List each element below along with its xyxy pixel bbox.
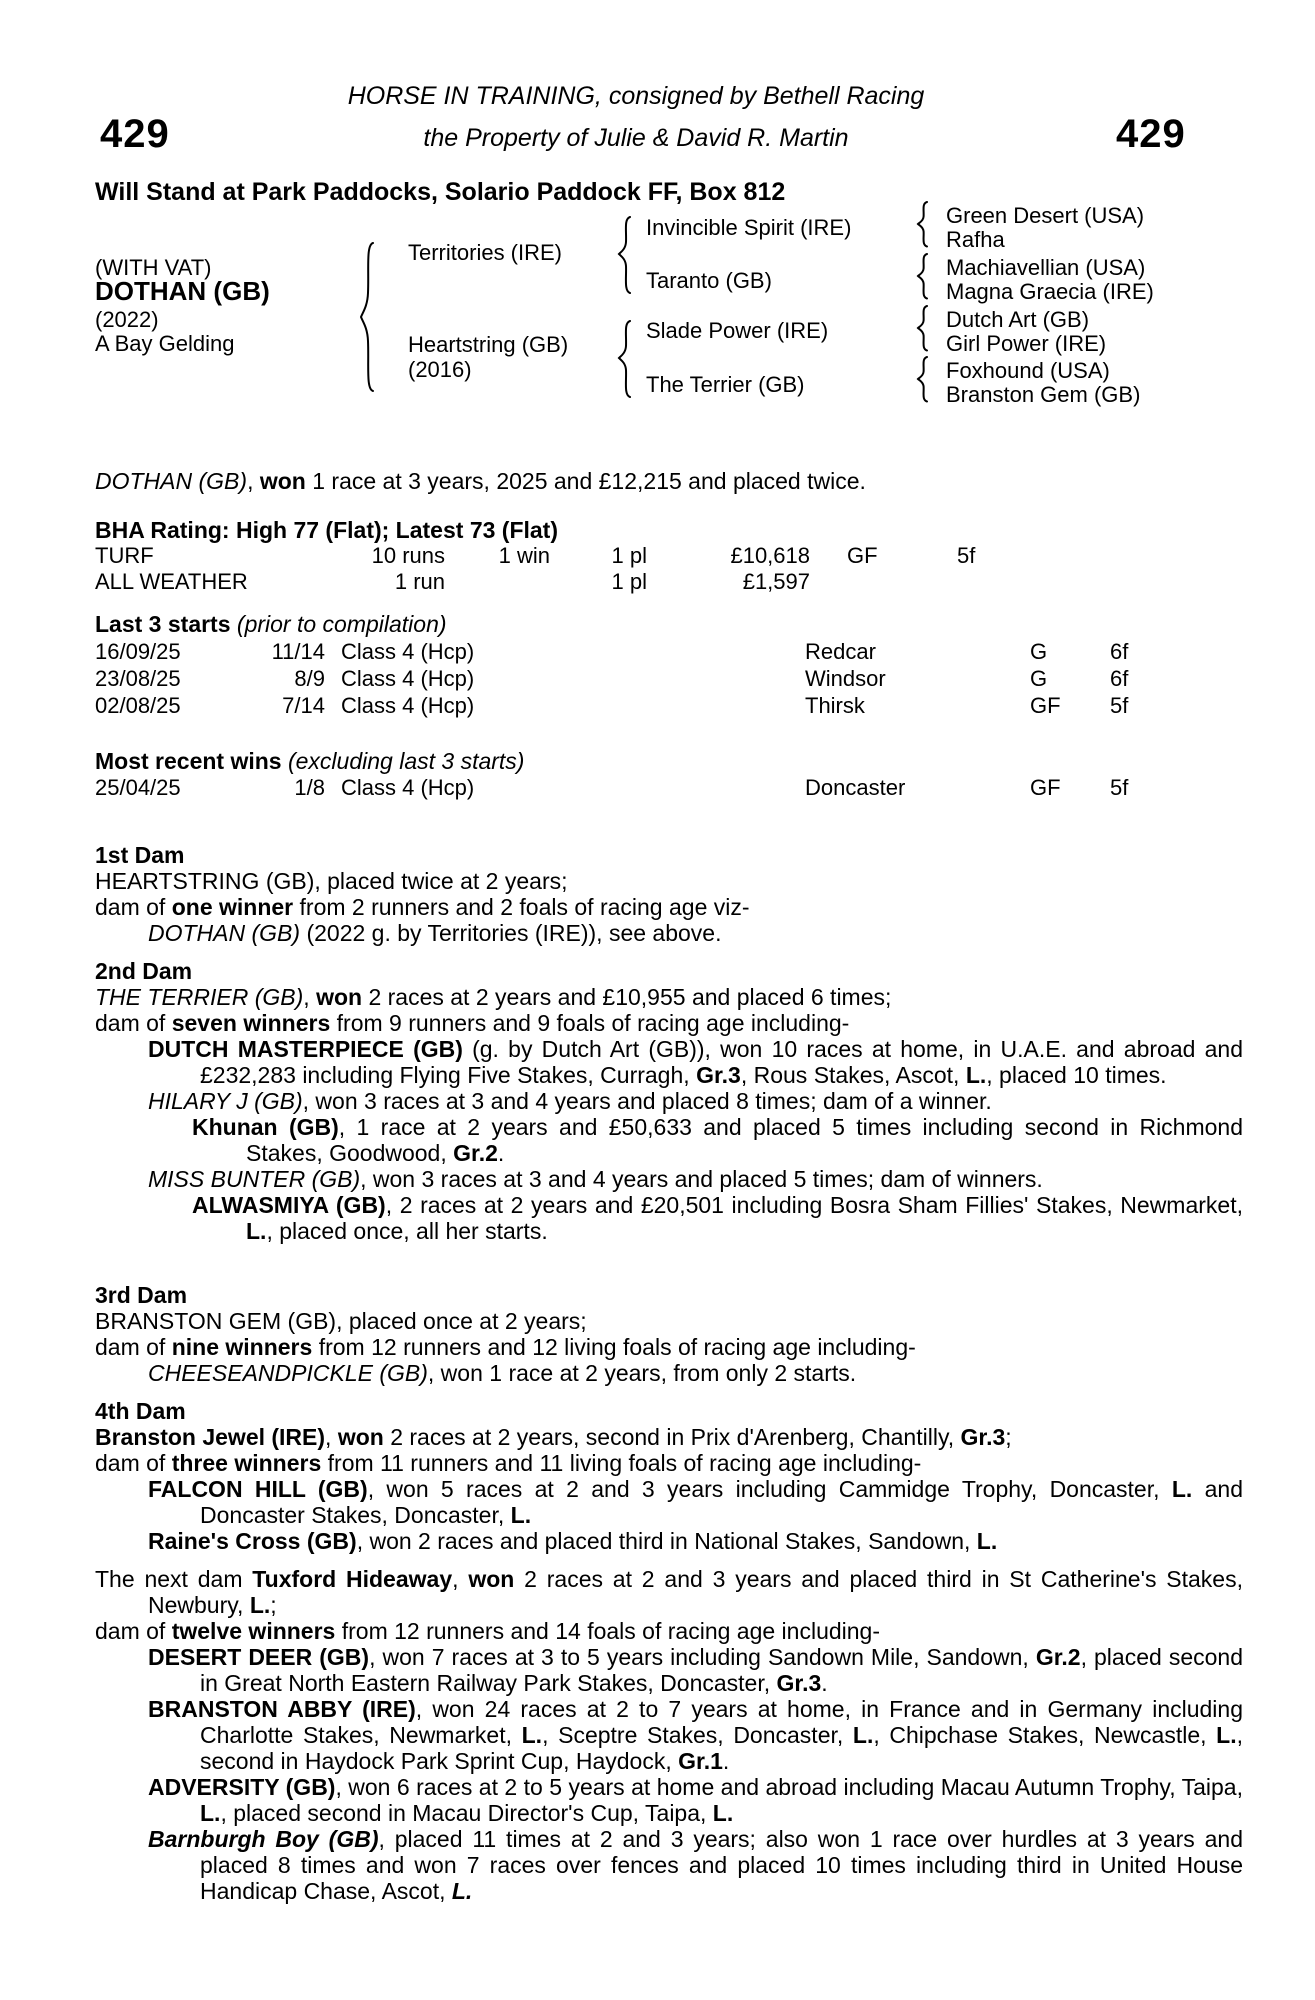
dam-paragraph: DOTHAN (GB) (2022 g. by Territories (IRE)), see above. — [148, 920, 722, 946]
gg-sire-dam-dam: Magna Graecia (IRE) — [946, 279, 1154, 304]
race-course: Doncaster — [805, 775, 906, 800]
dam-paragraph: Barnburgh Boy (GB), placed 11 times at 2 and 3 years; also won 1 race over hurdles at 3 years and placed 8 times and won 7 races over fences and placed 10 times including third in United House Handicap Chase, Ascot, L. — [148, 1826, 1243, 1904]
race-summary-line: DOTHAN (GB), won 1 race at 3 years, 2025 and £12,215 and placed twice. — [95, 468, 866, 494]
section-heading: 2nd Dam — [95, 958, 193, 984]
places-count: 1 pl — [611, 543, 647, 568]
dam-paragraph: dam of three winners from 11 runners and 11 living foals of racing age including- — [95, 1450, 922, 1476]
vat-note: (WITH VAT) — [95, 255, 212, 280]
pedigree-brace-main — [358, 242, 376, 394]
dam-sire: Slade Power (IRE) — [646, 318, 829, 343]
dam-paragraph: dam of nine winners from 12 runners and 12 living foals of racing age including- — [95, 1334, 916, 1360]
race-course: Redcar — [805, 639, 876, 664]
gg-dam-dam-dam: Branston Gem (GB) — [946, 382, 1141, 407]
race-class: Class 4 (Hcp) — [341, 775, 475, 800]
dam-paragraph: BRANSTON GEM (GB), placed once at 2 years; — [95, 1308, 587, 1334]
dam-paragraph: CHEESEANDPICKLE (GB), won 1 race at 2 years, from only 2 starts. — [148, 1360, 857, 1386]
places-count: 1 pl — [611, 569, 647, 594]
surface-label: ALL WEATHER — [95, 569, 248, 594]
sire-sire: Invincible Spirit (IRE) — [646, 215, 852, 240]
horse-name: DOTHAN (GB) — [95, 276, 270, 306]
race-date: 23/08/25 — [95, 666, 181, 691]
recent-wins-heading: Most recent wins (excluding last 3 starts) — [95, 748, 525, 774]
lot-number-left: 429 — [100, 112, 170, 156]
pedigree-brace-gg4 — [914, 356, 930, 403]
section-heading: 4th Dam — [95, 1398, 186, 1424]
dam-paragraph: dam of one winner from 2 runners and 2 foals of racing age viz- — [95, 894, 750, 920]
dam-paragraph: DESERT DEER (GB), won 7 races at 3 to 5 years including Sandown Mile, Sandown, Gr.2, placed second in Great North Eastern Railway Park Stakes, Doncaster, Gr.3. — [148, 1644, 1243, 1696]
race-going: GF — [1030, 775, 1061, 800]
sire-name: Territories (IRE) — [408, 240, 563, 265]
dam-foal-year: (2016) — [408, 357, 472, 382]
section-heading: 3rd Dam — [95, 1282, 188, 1308]
gg-dam-sire-sire: Dutch Art (GB) — [946, 307, 1090, 332]
dam-name: Heartstring (GB) — [408, 332, 569, 357]
dam-paragraph: ADVERSITY (GB), won 6 races at 2 to 5 years at home and abroad including Macau Autumn Trophy, Taipa, L., placed second in Macau Director's Cup, Taipa, L. — [148, 1774, 1243, 1826]
race-course: Windsor — [805, 666, 886, 691]
consignor-line: HORSE IN TRAINING, consigned by Bethell Racing — [347, 82, 925, 110]
race-course: Thirsk — [805, 693, 865, 718]
next-dam-section — [95, 1566, 1243, 1904]
bha-rating-heading: BHA Rating: High 77 (Flat); Latest 73 (Flat) — [95, 517, 558, 543]
second-dam-section — [95, 958, 1243, 1244]
dam-paragraph: HILARY J (GB), won 3 races at 3 and 4 years and placed 8 times; dam of a winner. — [148, 1088, 992, 1114]
race-position: 1/8 — [294, 775, 325, 800]
distance: 5f — [957, 543, 976, 568]
race-distance: 6f — [1110, 666, 1129, 691]
property-line: the Property of Julie & David R. Martin — [423, 124, 849, 152]
race-position: 11/14 — [271, 639, 325, 664]
pedigree-brace-dam — [616, 320, 633, 398]
pedigree-brace-gg2 — [914, 253, 930, 300]
dam-paragraph: BRANSTON ABBY (IRE), won 24 races at 2 to 7 years at home, in France and in Germany including Charlotte Stakes, Newmarket, L., Sceptre Stakes, Doncaster, L., Chipchase Stakes, Newcastle, L., second in Haydock Park Sprint Cup, Haydock, Gr.1. — [148, 1696, 1243, 1774]
surface-label: TURF — [95, 543, 154, 568]
gg-dam-dam-sire: Foxhound (USA) — [946, 358, 1110, 383]
race-date: 25/04/25 — [95, 775, 181, 800]
race-date: 02/08/25 — [95, 693, 181, 718]
race-going: G — [1030, 666, 1048, 691]
race-summary-section — [95, 468, 1243, 494]
third-dam-section — [95, 1282, 1243, 1386]
runs-count: 10 runs — [371, 543, 445, 568]
pedigree-brace-gg3 — [914, 305, 930, 352]
pedigree-brace-sire — [616, 216, 633, 294]
earnings: £1,597 — [742, 569, 810, 594]
race-class: Class 4 (Hcp) — [341, 693, 475, 718]
dam-paragraph: Branston Jewel (IRE), won 2 races at 2 years, second in Prix d'Arenberg, Chantilly, Gr.3; — [95, 1424, 1012, 1450]
dam-paragraph: Raine's Cross (GB), won 2 races and placed third in National Stakes, Sandown, L. — [148, 1528, 998, 1554]
dam-dam: The Terrier (GB) — [646, 372, 805, 397]
dam-paragraph: HEARTSTRING (GB), placed twice at 2 years; — [95, 868, 568, 894]
gg-dam-sire-dam: Girl Power (IRE) — [946, 331, 1107, 356]
dam-paragraph: FALCON HILL (GB), won 5 races at 2 and 3 years including Cammidge Trophy, Doncaster, L. and Doncaster Stakes, Doncaster, L. — [148, 1476, 1243, 1528]
race-distance: 6f — [1110, 639, 1129, 664]
dam-paragraph: Khunan (GB), 1 race at 2 years and £50,633 and placed 5 times including second in Richmond Stakes, Goodwood, Gr.2. — [192, 1114, 1244, 1166]
runs-count: 1 run — [394, 569, 445, 594]
pedigree-brace-gg1 — [914, 201, 930, 248]
dam-paragraph: DUTCH MASTERPIECE (GB) (g. by Dutch Art (GB)), won 10 races at home, in U.A.E. and abroad and £232,283 including Flying Five Stakes, Curragh, Gr.3, Rous Stakes, Ascot, L., placed 10 times. — [148, 1036, 1243, 1088]
section-heading: 1st Dam — [95, 842, 185, 868]
lot-number-right: 429 — [1116, 112, 1186, 156]
dam-paragraph: dam of twelve winners from 12 runners and 14 foals of racing age including- — [95, 1618, 880, 1644]
fourth-dam-section — [95, 1398, 1243, 1554]
colour-sex-line: A Bay Gelding — [95, 331, 235, 356]
dam-paragraph: THE TERRIER (GB), won 2 races at 2 years and £10,955 and placed 6 times; — [95, 984, 892, 1010]
race-class: Class 4 (Hcp) — [341, 666, 475, 691]
race-class: Class 4 (Hcp) — [341, 639, 475, 664]
race-distance: 5f — [1110, 693, 1129, 718]
last-starts-heading: Last 3 starts (prior to compilation) — [95, 611, 447, 637]
dam-paragraph: ALWASMIYA (GB), 2 races at 2 years and £20,501 including Bosra Sham Fillies' Stakes, Newmarket, L., placed once, all her starts. — [192, 1192, 1243, 1244]
foal-year: (2022) — [95, 307, 159, 332]
wins-count: 1 win — [498, 543, 550, 568]
gg-sire-dam-sire: Machiavellian (USA) — [946, 255, 1146, 280]
earnings: £10,618 — [730, 543, 810, 568]
gg-sire-sire-dam: Rafha — [946, 227, 1005, 252]
dam-paragraph: MISS BUNTER (GB), won 3 races at 3 and 4 years and placed 5 times; dam of winners. — [148, 1166, 1043, 1192]
race-date: 16/09/25 — [95, 639, 181, 664]
sire-dam: Taranto (GB) — [646, 268, 772, 293]
race-going: GF — [1030, 693, 1061, 718]
race-distance: 5f — [1110, 775, 1129, 800]
dam-paragraph: The next dam Tuxford Hideaway, won 2 races at 2 and 3 years and placed third in St Catherine's Stakes, Newbury, L.; — [95, 1566, 1243, 1618]
stand-location-line: Will Stand at Park Paddocks, Solario Paddock FF, Box 812 — [95, 178, 786, 206]
first-dam-section — [95, 842, 1243, 946]
going: GF — [847, 543, 878, 568]
race-position: 7/14 — [282, 693, 325, 718]
race-going: G — [1030, 639, 1048, 664]
gg-sire-sire-sire: Green Desert (USA) — [946, 203, 1145, 228]
dam-paragraph: dam of seven winners from 9 runners and 9 foals of racing age including- — [95, 1010, 850, 1036]
race-position: 8/9 — [294, 666, 325, 691]
